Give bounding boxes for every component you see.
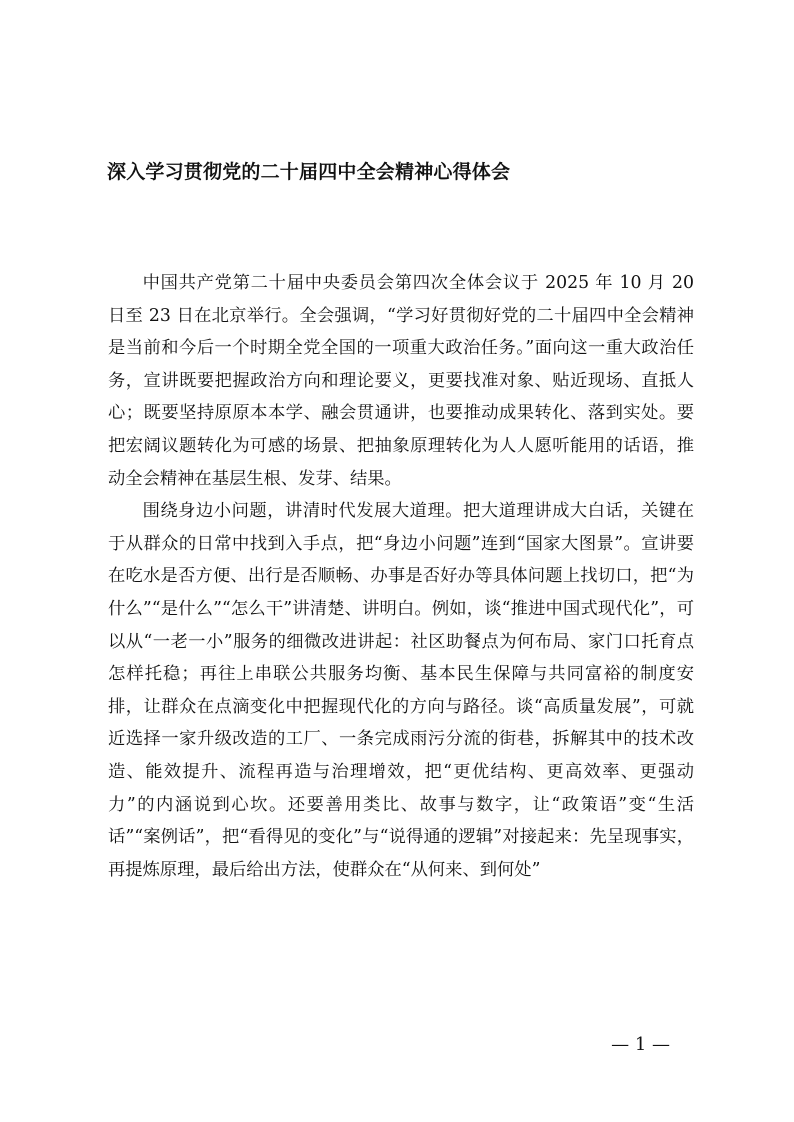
document-title: 深入学习贯彻党的二十届四中全会精神心得体会 xyxy=(107,161,511,183)
page-number: — 1 — xyxy=(611,1034,670,1055)
document-body xyxy=(108,267,694,886)
paragraph-2: 围绕身边小问题，讲清时代发展大道理。把大道理讲成大白话，关键在于从群众的日常中找到入手点，把“身边小问题”连到“国家大图景”。宣讲要在吃水是否方便、出行是否顺畅、办事是否好办等具体问题上找切口，把“为什么”“是什么”“怎么干”讲清楚、讲明白。例如，谈“推进中国式现代化”，可以从“一老一小”服务的细微改进讲起：社区助餐点为何布局、家门口托育点怎样托稳；再往上串联公共服务均衡、基本民生保障与共同富裕的制度安排，让群众在点滴变化中把握现代化的方向与路径。谈“高质量发展”，可就近选择一家升级改造的工厂、一条完成雨污分流的街巷，拆解其中的技术改造、能效提升、流程再造与治理增效，把“更优结构、更高效率、更强动力”的内涵说到心坎。还要善用类比、故事与数字，让“政策语”变“生活话”“案例话”，把“看得见的变化”与“说得通的逻辑”对接起来：先呈现事实，再提炼原理，最后给出方法，使群众在“从何来、到何处” xyxy=(108,501,694,880)
paragraph-1: 中国共产党第二十届中央委员会第四次全体会议于 2025 年 10 月 20 日至 23 日在北京举行。全会强调，“学习好贯彻好党的二十届四中全会精神是当前和今后一个时期全党全国的一项重大政治任务。”面向这一重大政治任务，宣讲既要把握政治方向和理论要义，更要找准对象、贴近现场、直抵人心；既要坚持原原本本学、融会贯通讲，也要推动成果转化、落到实处。要把宏阔议题转化为可感的场景、把抽象原理转化为人人愿听能用的话语，推动全会精神在基层生根、发芽、结果。 xyxy=(108,273,694,489)
